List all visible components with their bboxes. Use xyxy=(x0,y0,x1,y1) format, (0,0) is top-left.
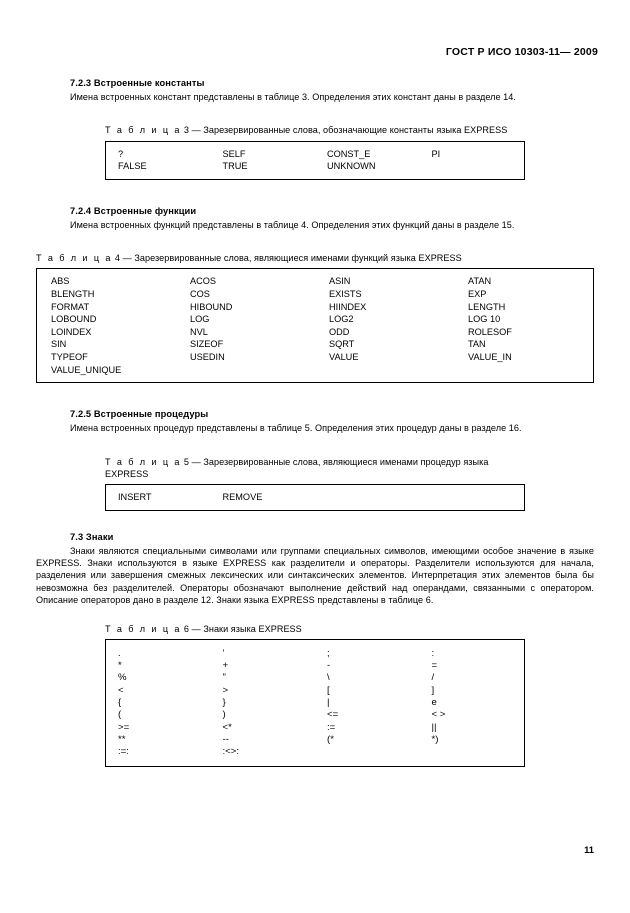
table-6-block xyxy=(36,623,594,768)
symbol-cell: (* xyxy=(327,733,334,745)
symbol-cell: -- xyxy=(222,733,229,745)
symbol-cell: } xyxy=(222,696,226,708)
heading-7-2-3: 7.2.3 Встроенные константы xyxy=(70,78,205,88)
table-cell: ? xyxy=(118,148,124,159)
symbol-cell xyxy=(315,746,420,758)
symbol-cell: : xyxy=(431,647,435,659)
table-4 xyxy=(36,268,594,383)
table-6-caption xyxy=(36,623,594,635)
symbol-cell: e xyxy=(431,696,437,708)
table-cell: BLENGTH xyxy=(51,289,95,299)
table-cell xyxy=(176,364,315,377)
table-cell: PI xyxy=(431,148,441,159)
table-cell: CONST_E xyxy=(327,148,371,159)
table-cell: ROLESOF xyxy=(468,326,512,337)
page-number: 11 xyxy=(584,844,594,855)
table-cell: HIINDEX xyxy=(329,301,367,312)
symbol-cell: | xyxy=(327,696,330,708)
table-5-caption-number: 5 xyxy=(183,456,190,467)
heading-7-2-4: 7.2.4 Встроенные функции xyxy=(70,205,197,216)
table-5-caption-label: Т а б л и ц а xyxy=(105,456,182,467)
paragraph-7-2-3: Имена встроенных констант представлены в таблице 3. Определения этих констант даны в разделе 14. xyxy=(70,92,516,102)
table-3-caption xyxy=(36,124,594,136)
symbol-cell: || xyxy=(431,721,437,733)
symbol-cell: * xyxy=(118,660,122,672)
table-cell: ASIN xyxy=(329,276,351,287)
symbol-cell: *) xyxy=(431,733,439,745)
page-content xyxy=(36,78,594,767)
table-4-caption-number: 4 xyxy=(114,253,121,264)
table-3 xyxy=(105,141,525,180)
table-cell: SIZEOF xyxy=(190,339,224,350)
table-cell: SQRT xyxy=(329,339,355,350)
symbol-cell: [ xyxy=(327,684,330,696)
table-cell: TRUE xyxy=(222,161,248,172)
table-cell: VALUE_UNIQUE xyxy=(51,364,122,375)
table-cell: LOBOUND xyxy=(51,314,97,325)
table-cell: REMOVE xyxy=(222,491,263,502)
table-3-caption-label: Т а б л и ц а xyxy=(105,125,182,136)
table-cell: FORMAT xyxy=(51,301,90,312)
symbol-cell: { xyxy=(118,696,122,708)
paragraph-7-2-4: Имена встроенных функций представлены в таблице 4. Определения этих функций даны в разделе 15. xyxy=(70,219,515,230)
section-functions xyxy=(36,206,594,231)
symbol-cell: ; xyxy=(327,647,330,659)
symbol-cell: :<>: xyxy=(222,746,240,758)
table-cell: UNKNOWN xyxy=(327,161,376,172)
table-3-caption-text: — Зарезервированные слова, обозначающие константы языка EXPRESS xyxy=(191,125,508,136)
symbol-cell: ) xyxy=(222,709,226,721)
symbol-cell: <= xyxy=(327,709,339,721)
table-cell: ACOS xyxy=(190,276,217,287)
symbol-cell: + xyxy=(222,660,229,672)
spacer xyxy=(36,511,594,532)
table-6 xyxy=(105,639,525,768)
symbol-cell: \ xyxy=(327,672,330,684)
table-cell: SIN xyxy=(51,339,67,350)
heading-7-3: 7.3 Знаки xyxy=(70,531,114,542)
spacer xyxy=(36,435,594,456)
table-6-grid xyxy=(106,648,524,759)
table-cell: SELF xyxy=(222,148,246,159)
table-cell xyxy=(420,160,525,173)
spacer xyxy=(36,383,594,409)
table-cell: EXISTS xyxy=(329,289,362,299)
table-cell xyxy=(315,491,420,504)
symbol-cell: ' xyxy=(222,647,225,659)
symbol-cell: % xyxy=(118,672,127,684)
table-cell xyxy=(454,364,593,377)
symbol-cell: ** xyxy=(118,733,126,745)
table-6-caption-text: — Знаки языка EXPRESS xyxy=(191,623,302,634)
table-4-grid xyxy=(37,275,593,376)
table-cell: ATAN xyxy=(468,276,492,287)
symbol-cell: :=: xyxy=(118,746,129,758)
spacer xyxy=(36,180,594,206)
table-5 xyxy=(105,484,525,511)
table-cell: COS xyxy=(190,289,210,299)
symbol-cell: " xyxy=(222,672,226,684)
table-6-caption-label: Т а б л и ц а xyxy=(105,623,182,634)
table-cell: TYPEOF xyxy=(51,351,88,362)
paragraph-7-3: Знаки являются специальными символами или группами специальных символов, имеющими особое значение в языке EXPRESS. Знаки используются в языке EXPRESS как разделители и операторы. Разделители используются для начала, разделения или завершения смежных лексических или синтаксических элементов. Интерпретация этих элементов была бы невозможна без разделителей. Операторы обозначают выполнение действий над операндами, связанными с оператором. Описание операторов дано в разделе 12. Знаки языка EXPRESS представлены в таблице 6. xyxy=(36,545,594,606)
table-3-caption-number: 3 xyxy=(183,125,190,136)
table-5-caption xyxy=(36,456,594,480)
page-header-standard-number: ГОСТ Р ИСО 10303-11— 2009 xyxy=(445,46,598,58)
table-5-grid xyxy=(106,491,524,504)
symbol-cell: < > xyxy=(431,709,446,721)
table-cell: TAN xyxy=(468,339,486,350)
table-cell: FALSE xyxy=(118,161,147,172)
section-procedures xyxy=(36,409,594,434)
symbol-cell: = xyxy=(431,660,438,672)
table-cell: INSERT xyxy=(118,491,152,502)
table-cell: LENGTH xyxy=(468,301,506,312)
section-constants xyxy=(36,78,594,103)
table-cell: LOG xyxy=(190,314,210,325)
spacer xyxy=(36,607,594,623)
spacer xyxy=(36,231,594,252)
table-4-block xyxy=(36,252,594,383)
table-6-caption-number: 6 xyxy=(183,623,190,634)
symbol-cell: > xyxy=(222,684,229,696)
paragraph-7-2-5: Имена встроенных процедур представлены в таблице 5. Определения этих процедур даны в разделе 16. xyxy=(70,423,522,434)
symbol-cell: / xyxy=(431,672,435,684)
table-cell xyxy=(420,491,525,504)
symbol-cell: . xyxy=(118,647,121,659)
symbol-cell: ] xyxy=(431,684,435,696)
table-5-block xyxy=(36,456,594,511)
table-4-caption xyxy=(36,252,594,264)
symbol-cell: >= xyxy=(118,721,130,733)
table-cell: LOG2 xyxy=(329,314,354,325)
table-cell: USEDIN xyxy=(190,351,225,362)
symbol-cell: <* xyxy=(222,721,232,733)
table-cell: ODD xyxy=(329,326,350,337)
table-5-caption-text-line2: EXPRESS xyxy=(105,468,149,479)
table-cell: LOINDEX xyxy=(51,326,92,337)
symbol-cell: < xyxy=(118,684,124,696)
table-cell: VALUE_IN xyxy=(468,351,512,362)
symbol-cell: - xyxy=(327,660,331,672)
spacer xyxy=(36,103,594,124)
section-signs xyxy=(36,532,594,607)
table-4-caption-text: — Зарезервированные слова, являющиеся именами функций языка EXPRESS xyxy=(122,253,462,264)
symbol-cell: := xyxy=(327,721,336,733)
table-3-grid xyxy=(106,148,524,173)
table-cell: VALUE xyxy=(329,351,359,362)
table-cell: NVL xyxy=(190,326,208,337)
table-cell: EXP xyxy=(468,289,487,299)
heading-7-2-5: 7.2.5 Встроенные процедуры xyxy=(70,409,209,420)
table-cell: ABS xyxy=(51,276,70,287)
table-5-caption-text: — Зарезервированные слова, являющиеся именами процедур языка xyxy=(191,456,489,467)
symbol-cell xyxy=(420,746,525,758)
table-cell: LOG 10 xyxy=(468,314,501,325)
symbol-cell: ( xyxy=(118,709,122,721)
table-4-caption-label: Т а б л и ц а xyxy=(36,253,113,264)
table-cell xyxy=(315,364,454,377)
table-3-block xyxy=(36,124,594,179)
table-cell: HIBOUND xyxy=(190,301,233,312)
